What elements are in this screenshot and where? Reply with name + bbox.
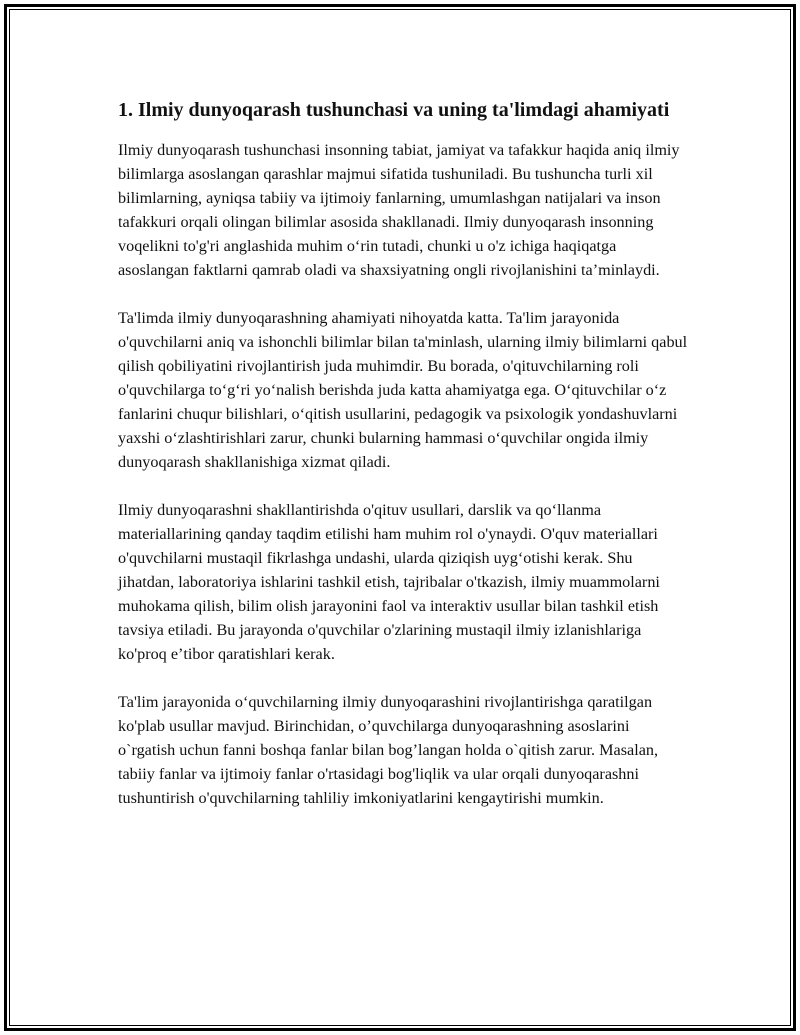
paragraph-approaches: Ta'lim jarayonida oʻquvchilarning ilmiy dunyoqarashini rivojlantirishga qaratilgan ko'plab usullar mavjud. Birinchidan, oʼquvchilarga dunyoqarashning asoslarini o`rgatish uchun fanni boshqa fanlar bilan bogʼlangan holda o`qitish zarur. Masalan, tabiiy fanlar va ijtimoiy fanlar o'rtasidagi bog'liqlik va ular orqali dunyoqarashni tushuntirish o'quvchilarning tahliliy imkoniyatlarini kengaytirishi mumkin. bbox=[118, 693, 659, 807]
paragraph-importance: Ta'limda ilmiy dunyoqarashning ahamiyati nihoyatda katta. Ta'lim jarayonida o'quvchilarni aniq va ishonchli bilimlar bilan ta'minlash, ularning ilmiy bilimlarni qabul qilish qobiliyatini rivojlantirish juda muhimdir. Bu borada, o'qituvchilarning roli o'quvchilarga toʻgʻri yoʻnalish berishda juda katta ahamiyatga ega. Oʻqituvchilar oʻz fanlarini chuqur bilishlari, oʻqitish usullarini, pedagogik va psixologik yondashuvlarni yaxshi oʻzlashtirishlari zarur, chunki bularning hammasi oʻquvchilar ongida ilmiy dunyoqarash shakllanishiga xizmat qiladi. bbox=[118, 309, 688, 471]
paragraph-methods: Ilmiy dunyoqarashni shakllantirishda o'qituv usullari, darslik va qoʻllanma materiallarining qanday taqdim etilishi ham muhim rol o'ynaydi. O'quv materiallari o'quvchilarni mustaqil fikrlashga undashi, ularda qiziqish uygʻotishi kerak. Shu jihatdan, laboratoriya ishlarini tashkil etish, tajribalar o'tkazish, ilmiy muammolarni muhokama qilish, bilim olish jarayonini faol va interaktiv usullar bilan tashkil etish tavsiya etiladi. Bu jarayonda o'quvchilar o'zlarining mustaqil ilmiy izlanishlariga ko'proq eʼtibor qaratishlari kerak. bbox=[118, 501, 660, 663]
paragraph-definition: Ilmiy dunyoqarash tushunchasi insonning tabiat, jamiyat va tafakkur haqida aniq ilmiy bilimlarga asoslangan qarashlar majmui sifatida tushuniladi. Bu tushuncha turli xil bilimlarning, ayniqsa tabiiy va ijtimoiy fanlarning, umumlashgan natijalari va inson tafakkuri orqali olingan bilimlar asosida shakllanadi. Ilmiy dunyoqarash insonning voqelikni to'g'ri anglashida muhim oʻrin tutadi, chunki u o'z ichiga haqiqatga asoslangan faktlarni qamrab oladi va shaxsiyatning ongli rivojlanishini taʼminlaydi. bbox=[118, 141, 680, 279]
document-body bbox=[118, 96, 690, 810]
section-heading: 1. Ilmiy dunyoqarash tushunchasi va uning ta'limdagi ahamiyati bbox=[118, 99, 670, 121]
